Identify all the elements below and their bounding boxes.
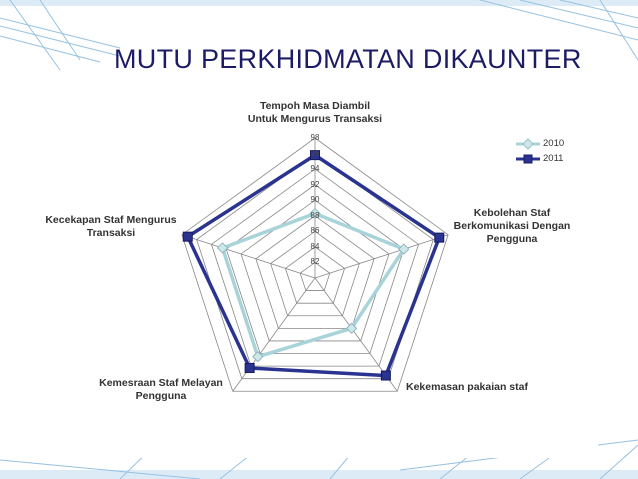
axis-label-line: Kekemasan pakaian staf (406, 381, 528, 393)
grid-spoke (233, 278, 315, 391)
tick-label: 88 (310, 210, 320, 220)
axis-label-line: Pengguna (486, 233, 538, 245)
axis-label-line: Kebolehan Staf (473, 207, 551, 219)
axis-label-line: Transaksi (86, 227, 136, 239)
axis-label (86, 377, 236, 403)
data-point-2010 (218, 243, 228, 253)
axis-label (392, 381, 542, 394)
legend-item-2011 (516, 151, 564, 166)
axis-label (442, 207, 582, 246)
axis-label-line: Kemesraan Staf Melayan (99, 377, 223, 389)
tick-label: 82 (310, 257, 320, 267)
tick-label: 86 (310, 226, 320, 236)
legend (516, 136, 564, 166)
slide-title: MUTU PERKHIDMATAN DIKAUNTER (114, 44, 582, 74)
axis-label-line: Pengguna (135, 390, 187, 402)
tick-label: 84 (310, 241, 320, 251)
legend-swatch-2010 (516, 138, 540, 150)
data-point-2011 (381, 371, 390, 380)
axis-label-line: Berkomunikasi Dengan (453, 220, 571, 232)
axis-label-line: Kecekapan Staf Mengurus (45, 214, 177, 226)
tick-label: 94 (310, 164, 320, 174)
legend-label-2011: 2011 (543, 153, 564, 164)
tick-label: 90 (310, 195, 320, 205)
axis-label (36, 214, 186, 240)
tick-label: 96 (310, 148, 320, 158)
axis-label (230, 100, 400, 126)
axis-label-line: Untuk Mengurus Transaksi (247, 113, 383, 125)
axis-label-line: Tempoh Masa Diambil (259, 100, 371, 112)
tick-label: 98 (310, 133, 320, 142)
legend-item-2010 (516, 136, 564, 151)
data-point-2011 (245, 363, 254, 372)
legend-label-2010: 2010 (543, 138, 565, 149)
legend-swatch-2011 (516, 153, 540, 165)
tick-label: 92 (310, 179, 320, 189)
